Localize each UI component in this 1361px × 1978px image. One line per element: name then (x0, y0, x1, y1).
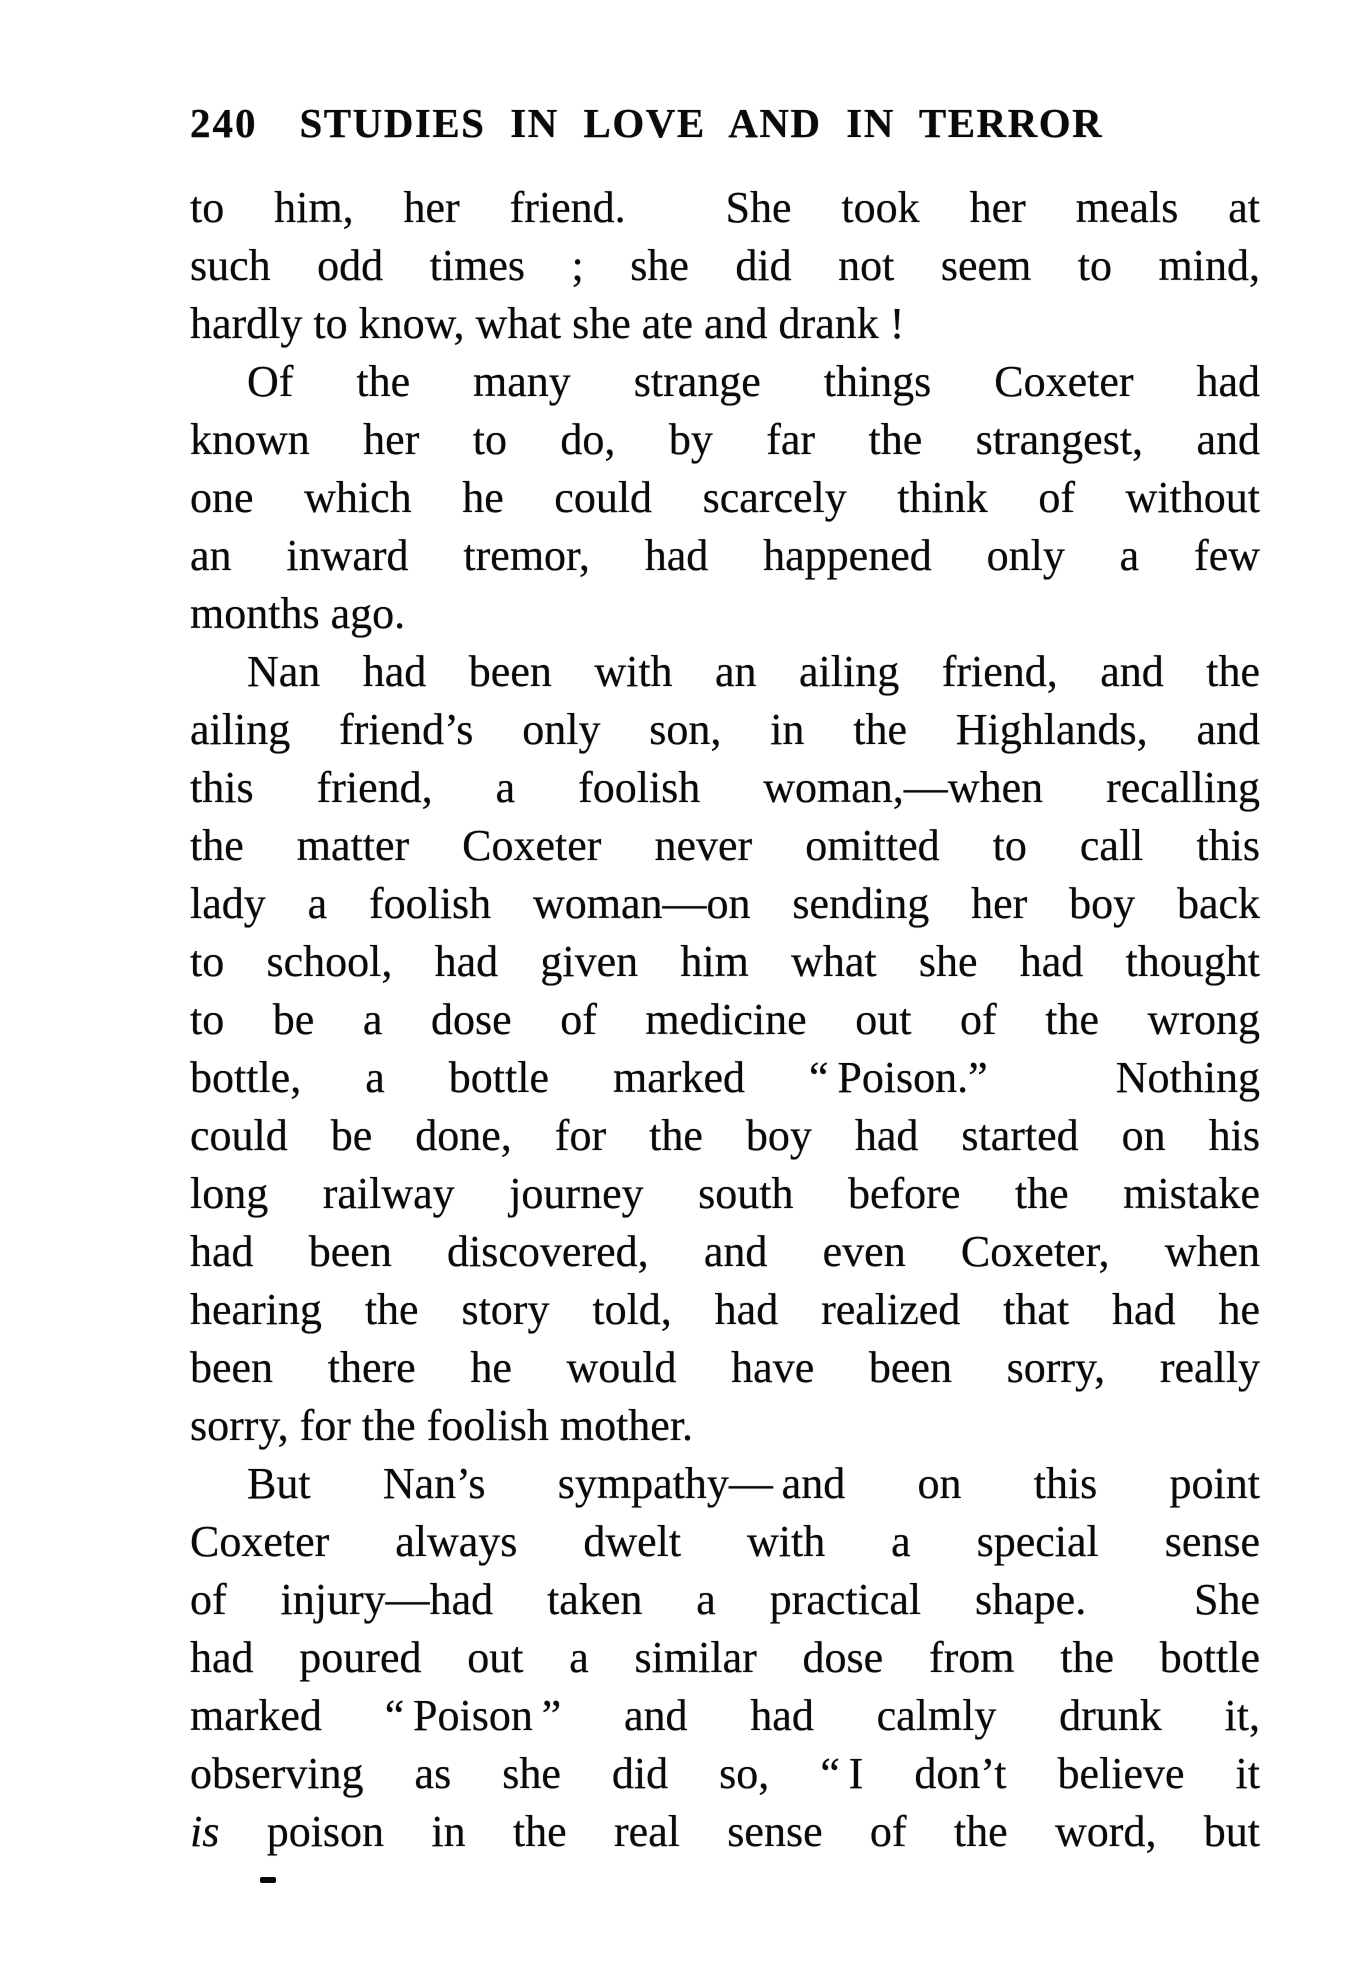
text-line: an inward tremor, had happened only a few (190, 531, 1260, 580)
text-line: to him, her friend. She took her meals at (190, 183, 1260, 232)
text-line: hearing the story told, had realized that had he (190, 1285, 1260, 1334)
text-line: had poured out a similar dose from the bottle (190, 1633, 1260, 1682)
text-line: Nan had been with an ailing friend, and the (247, 647, 1260, 696)
text-line: one which he could scarcely think of without (190, 473, 1260, 522)
text-line: of injury—had taken a practical shape. She (190, 1575, 1260, 1624)
text-line: bottle, a bottle marked “ Poison.” Nothing (190, 1053, 1260, 1102)
text-line: the matter Coxeter never omitted to call this (190, 821, 1260, 870)
italic-text: is (190, 1807, 220, 1856)
text-line: known her to do, by far the strangest, and (190, 415, 1260, 464)
text-line: Coxeter always dwelt with a special sense (190, 1517, 1260, 1566)
text-line: Of the many strange things Coxeter had (247, 357, 1260, 406)
ink-speck (260, 1877, 276, 1883)
text-block (190, 179, 1260, 1861)
paragraph (190, 179, 1260, 353)
text-line: ailing friend’s only son, in the Highlands, and (190, 705, 1260, 754)
text-segment: poison in the real sense of the word, but (219, 1807, 1260, 1856)
paragraph (190, 353, 1260, 643)
text-line: been there he would have been sorry, really (190, 1343, 1260, 1392)
text-line: could be done, for the boy had started on his (190, 1111, 1260, 1160)
text-line: such odd times ; she did not seem to mind, (190, 241, 1260, 290)
text-line: to be a dose of medicine out of the wrong (190, 995, 1260, 1044)
text-line: sorry, for the foolish mother. (190, 1401, 694, 1450)
text-line: to school, had given him what she had thought (190, 937, 1260, 986)
text-line: months ago. (190, 589, 406, 638)
text-line (190, 1803, 1260, 1861)
text-line: observing as she did so, “ I don’t believe it (190, 1749, 1260, 1798)
running-head (190, 100, 1190, 146)
paragraph (190, 643, 1260, 1455)
text-line: hardly to know, what she ate and drank ! (190, 299, 905, 348)
text-line: lady a foolish woman—on sending her boy back (190, 879, 1260, 928)
running-title: STUDIES IN LOVE AND IN TERROR (299, 100, 1104, 146)
text-line: marked “ Poison ” and had calmly drunk it, (190, 1691, 1260, 1740)
text-line: But Nan’s sympathy— and on this point (247, 1459, 1260, 1508)
text-line: had been discovered, and even Coxeter, when (190, 1227, 1260, 1276)
page-number: 240 (190, 100, 258, 146)
text-line: long railway journey south before the mistake (190, 1169, 1260, 1218)
text-line: this friend, a foolish woman,—when recalling (190, 763, 1260, 812)
paragraph (190, 1455, 1260, 1861)
